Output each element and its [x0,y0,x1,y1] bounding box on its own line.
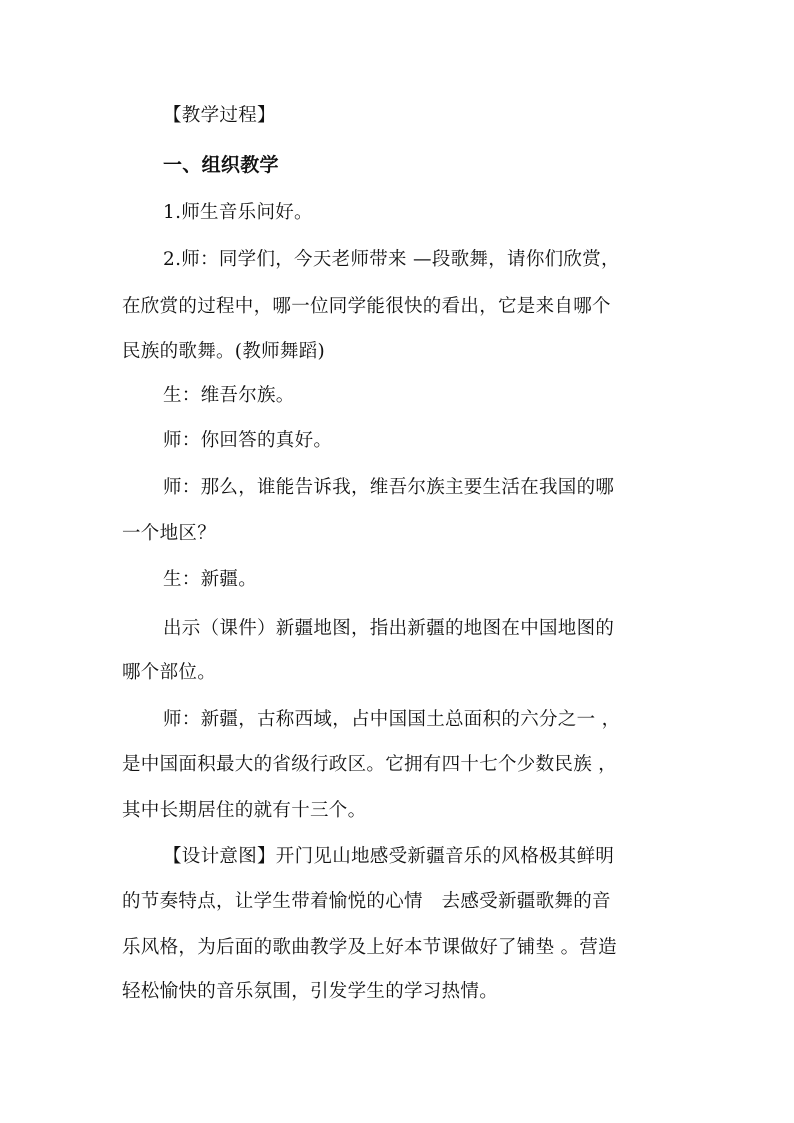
teacher-question-line-2: 一个地区？ [122,523,217,544]
design-intent-line-3: 乐风格，为后面的歌曲教学及上好本节课做好了铺垫 。营造 [122,937,617,958]
item-2-line-2: 在欣赏的过程中，哪一位同学能很快的看出，它是来自哪个 [122,296,611,317]
section-title: 【教学过程】 [163,105,276,126]
item-greeting: 1.师生音乐问好。 [163,202,313,223]
teacher-reply-1: 师：你回答的真好。 [163,430,333,451]
design-intent-line-1: 【设计意图】开门见山地感受新疆音乐的风格极其鲜明 [163,846,615,867]
heading-organize-teaching: 一、组织教学 [163,154,279,176]
item-2-line-3: 民族的歌舞。(教师舞蹈) [122,341,326,362]
teacher-explain-line-1: 师：新疆，古称西域，占中国国土总面积的六分之一 ， [163,709,621,730]
teacher-explain-line-3: 其中长期居住的就有十三个。 [122,800,367,821]
design-intent-line-2: 的节奏特点，让学生带着愉悦的心情 去感受新疆歌舞的音 [122,891,611,912]
student-answer-1: 生：维吾尔族。 [163,385,295,406]
design-intent-line-4: 轻松愉快的音乐氛围，引发学生的学习热情。 [122,981,499,1002]
courseware-line-2: 哪个部位。 [122,662,217,683]
courseware-line-1: 出示（课件）新疆地图，指出新疆的地图在中国地图的 [163,618,615,639]
teacher-explain-line-2: 是中国面积最大的省级行政区。它拥有四十七个少数民族 ， [122,754,617,775]
student-answer-2: 生：新疆。 [163,569,258,590]
teacher-question-line-1: 师：那么，谁能告诉我，维吾尔族主要生活在我国的哪 [163,477,615,498]
item-2-line-1: 2.师：同学们，今天老师带来 —段歌舞，请你们欣赏， [163,249,620,270]
